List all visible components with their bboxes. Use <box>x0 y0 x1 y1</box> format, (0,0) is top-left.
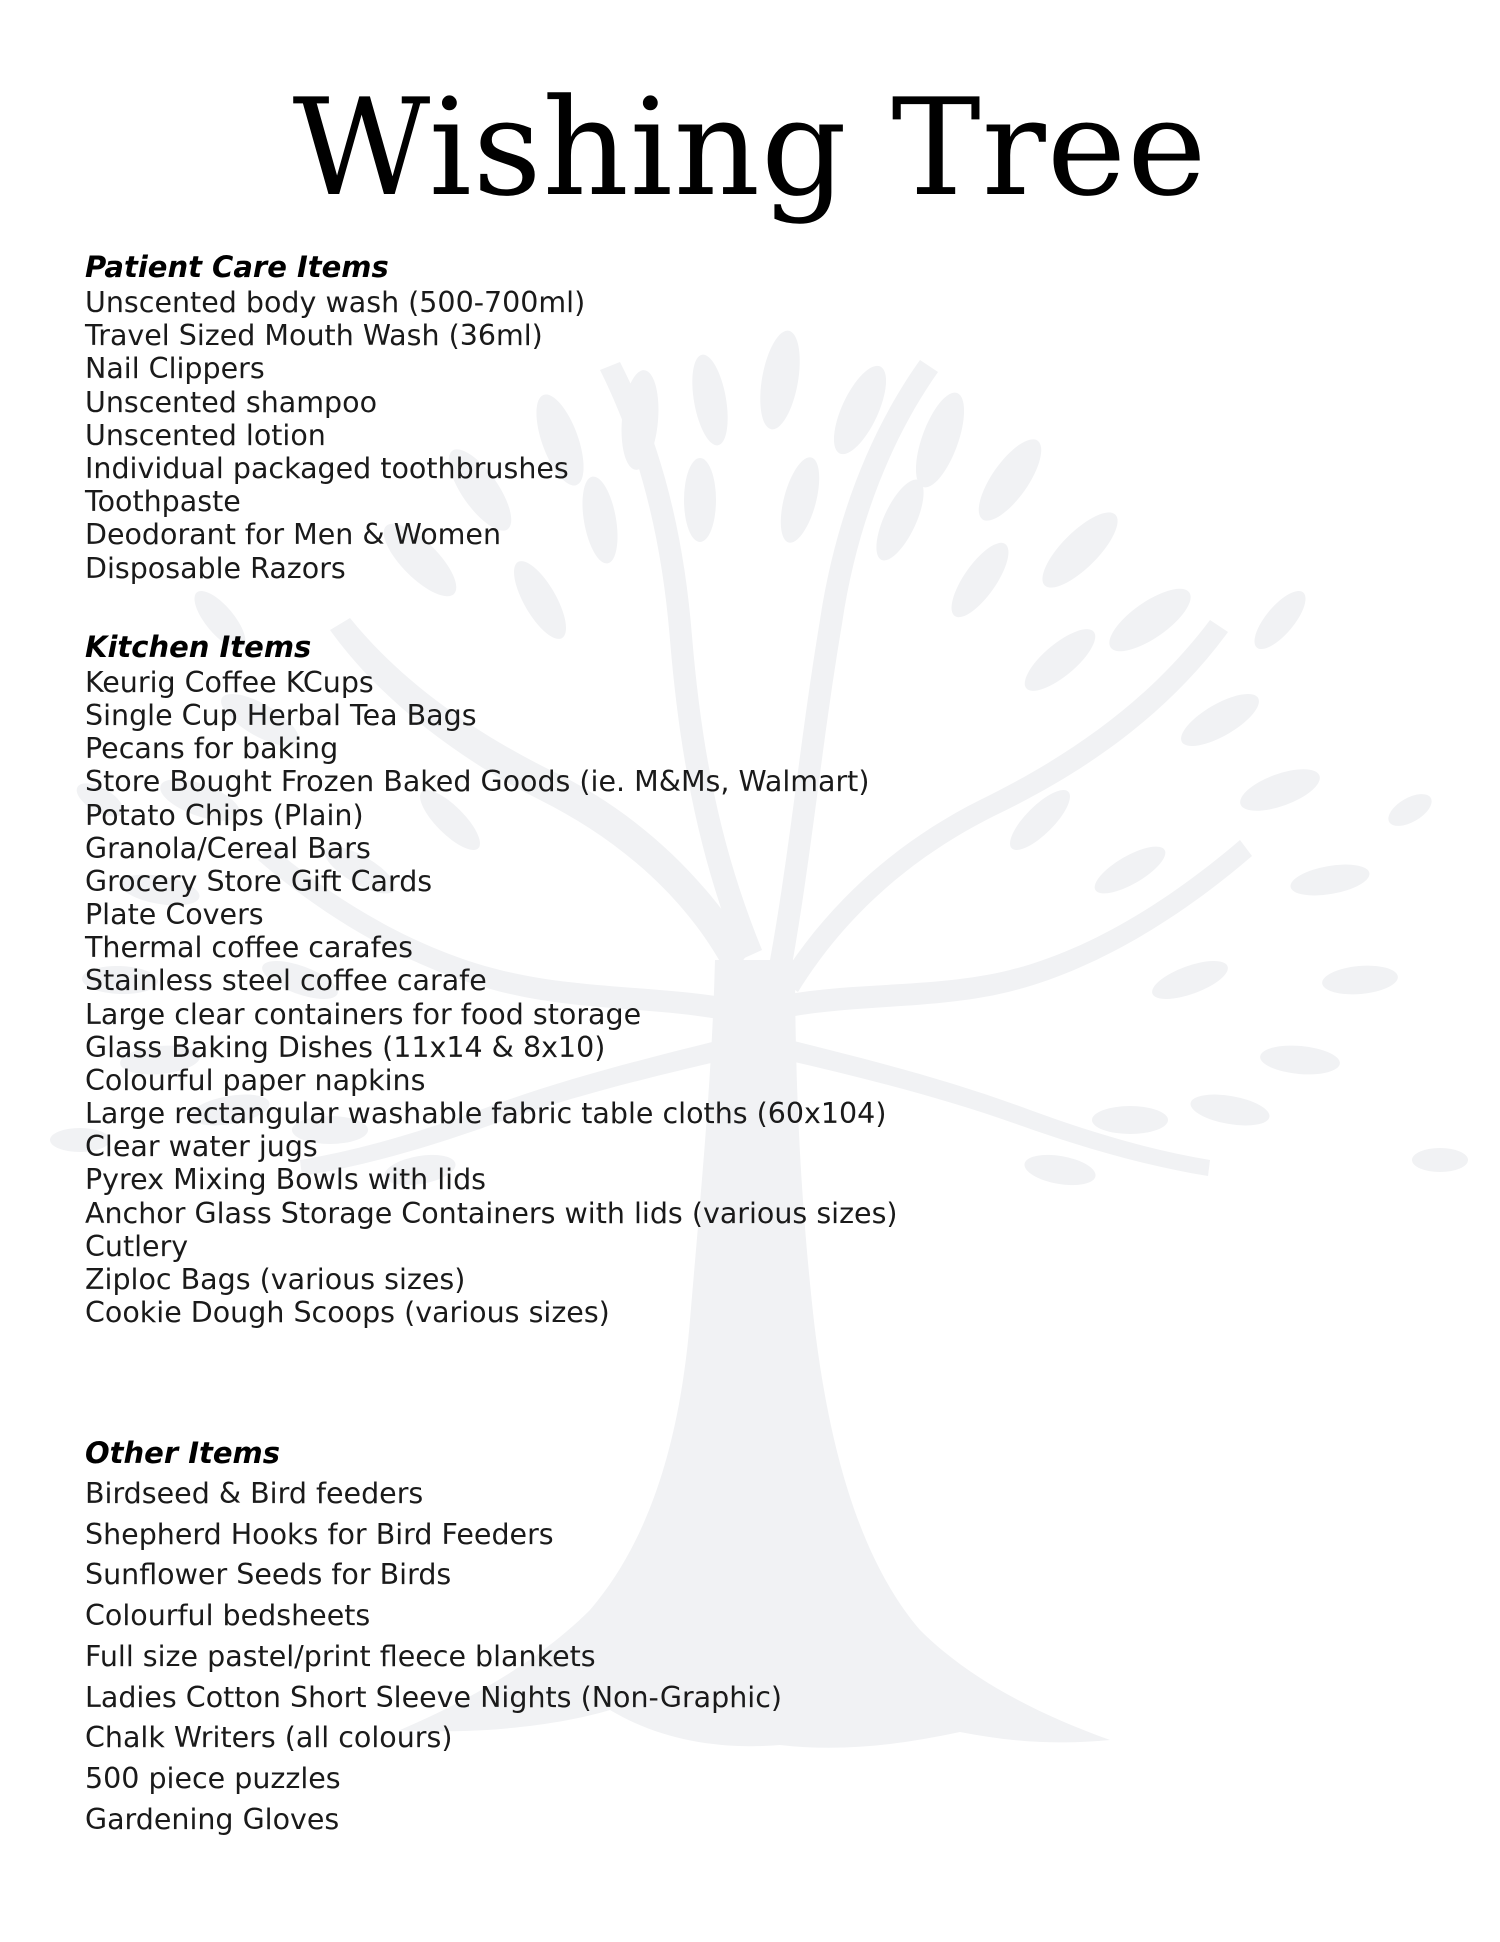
list-item: Disposable Razors <box>85 551 346 585</box>
list-item: Pecans for baking <box>85 732 339 766</box>
list-item: Travel Sized Mouth Wash (36ml) <box>85 319 543 353</box>
list-item: Cookie Dough Scoops (various sizes) <box>85 1295 610 1329</box>
list-item: Gardening Gloves <box>85 1802 340 1836</box>
section-heading: Kitchen Items <box>85 630 312 664</box>
section-patient-care <box>85 248 585 585</box>
list-item: Unscented lotion <box>85 418 326 452</box>
list-item: Single Cup Herbal Tea Bags <box>85 699 477 733</box>
item-list <box>85 666 898 1329</box>
list-item: Nail Clippers <box>85 352 265 386</box>
list-item: Full size pastel/print fleece blankets <box>85 1639 596 1673</box>
item-list <box>85 1474 782 1840</box>
list-item: Cutlery <box>85 1229 189 1263</box>
section-kitchen <box>85 628 898 1329</box>
list-item: Store Bought Frozen Baked Goods (ie. M&Ms, Walmart) <box>85 765 870 799</box>
list-item: Sunflower Seeds for Birds <box>85 1558 452 1592</box>
list-item: Ladies Cotton Short Sleeve Nights (Non-Graphic) <box>85 1680 782 1714</box>
section-heading: Other Items <box>85 1436 281 1470</box>
list-item: Anchor Glass Storage Containers with lids (various sizes) <box>85 1196 898 1230</box>
list-item: Colourful bedsheets <box>85 1599 371 1633</box>
section-heading: Patient Care Items <box>85 250 389 284</box>
list-item: 500 piece puzzles <box>85 1761 341 1795</box>
list-item: Glass Baking Dishes (11x14 & 8x10) <box>85 1030 606 1064</box>
list-item: Birdseed & Bird feeders <box>85 1477 424 1510</box>
list-item: Shepherd Hooks for Bird Feeders <box>85 1517 554 1551</box>
list-item: Chalk Writers (all colours) <box>85 1721 453 1755</box>
list-item: Large clear containers for food storage <box>85 997 642 1031</box>
list-item: Ziploc Bags (various sizes) <box>85 1262 466 1296</box>
list-item: Granola/Cereal Bars <box>85 831 371 865</box>
list-item: Colourful paper napkins <box>85 1063 426 1097</box>
list-item: Stainless steel coffee carafe <box>85 964 487 998</box>
list-item: Thermal coffee carafes <box>85 931 414 965</box>
list-item: Grocery Store Gift Cards <box>85 864 433 898</box>
list-item: Keurig Coffee KCups <box>85 666 374 699</box>
list-item: Unscented body wash (500-700ml) <box>85 286 586 319</box>
list-item: Plate Covers <box>85 898 264 932</box>
list-item: Deodorant for Men & Women <box>85 518 502 552</box>
list-item: Clear water jugs <box>85 1130 318 1164</box>
page-title: Wishing Tree <box>292 70 1208 226</box>
list-item: Pyrex Mixing Bowls with lids <box>85 1163 487 1197</box>
list-item: Toothpaste <box>85 485 241 519</box>
list-item: Individual packaged toothbrushes <box>85 452 569 486</box>
list-item: Large rectangular washable fabric table cloths (60x104) <box>85 1097 887 1131</box>
section-other <box>85 1434 782 1840</box>
item-list <box>85 286 585 585</box>
list-item: Unscented shampoo <box>85 385 377 419</box>
list-item: Potato Chips (Plain) <box>85 798 364 832</box>
